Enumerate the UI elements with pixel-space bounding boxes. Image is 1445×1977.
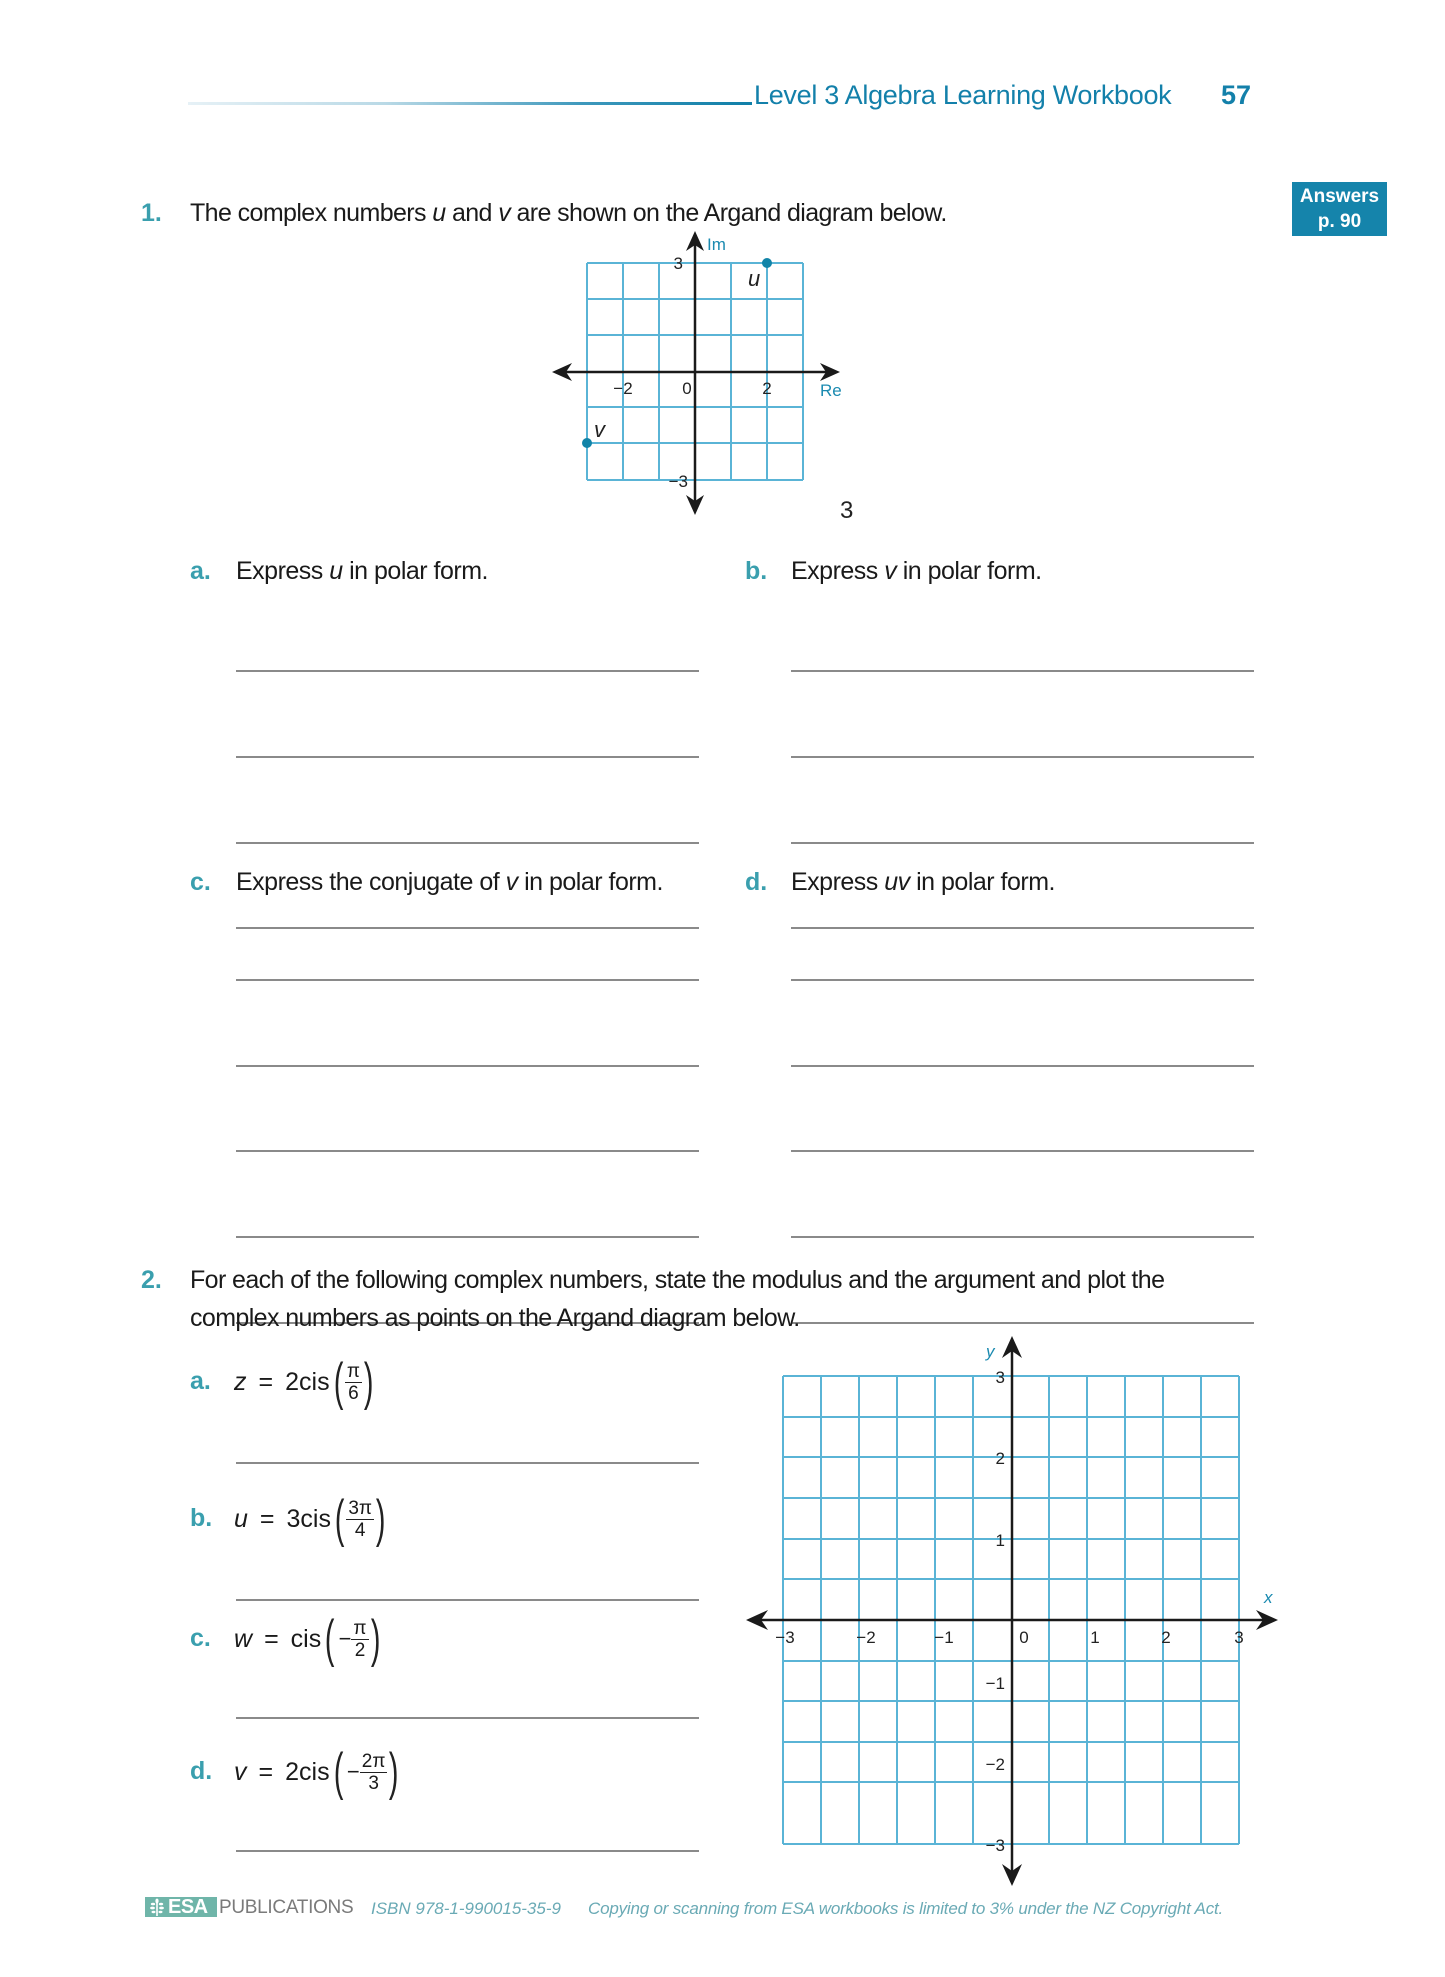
y-tick: 3 <box>995 1368 1005 1387</box>
answer-line-1a-2[interactable] <box>236 756 699 758</box>
q1-part-c-text <box>236 868 663 897</box>
text-part: Express <box>791 868 885 896</box>
y-tick: −1 <box>985 1674 1005 1693</box>
x-tick-2: 2 <box>762 379 772 398</box>
numerator: π <box>346 1360 361 1382</box>
text-part: Express <box>791 557 885 585</box>
x-tick: −2 <box>856 1628 876 1647</box>
numerator: π <box>353 1617 367 1639</box>
x-tick: 1 <box>1090 1628 1100 1647</box>
question-2-number: 2. <box>141 1266 162 1294</box>
question-2-text-line2: complex numbers as points on the Argand diagram below. <box>190 1304 800 1332</box>
text-part: in polar form. <box>909 868 1056 896</box>
answers-label: Answers <box>1299 186 1380 207</box>
right-paren: ) <box>363 1353 374 1411</box>
answer-line-1a-3[interactable] <box>236 842 699 844</box>
answer-line-1c-3[interactable] <box>236 1150 699 1152</box>
publisher-name: PUBLICATIONS <box>219 1897 354 1918</box>
equals: = <box>264 1624 279 1653</box>
x-tick: 0 <box>1019 1628 1029 1647</box>
header-rule <box>188 102 752 105</box>
equals: = <box>258 1367 274 1396</box>
coefficient: 2cis <box>285 1367 330 1396</box>
x-tick: 3 <box>1234 1628 1244 1647</box>
tree-icon <box>148 1898 166 1916</box>
q1-part-a-label: a. <box>190 557 211 585</box>
right-paren: ) <box>389 1743 399 1801</box>
q1-part-d-text <box>791 868 1055 897</box>
y-tick: 2 <box>995 1449 1005 1468</box>
var: v <box>884 557 897 585</box>
isbn: ISBN 978-1-990015-35-9 <box>371 1899 561 1918</box>
esa-logo <box>145 1897 217 1917</box>
q2-part-a-label: a. <box>190 1367 211 1395</box>
book-title: Level 3 Algebra Learning Workbook <box>754 80 1172 110</box>
left-paren: ( <box>325 1610 335 1668</box>
q2-part-a-expression <box>234 1352 377 1412</box>
y-tick: −2 <box>985 1755 1005 1774</box>
answer-line-2b[interactable] <box>236 1599 699 1601</box>
point-u-label: u <box>748 266 761 291</box>
coefficient: 2cis <box>285 1757 330 1786</box>
y-tick-neg3: −3 <box>668 472 688 491</box>
left-paren: ( <box>333 1743 344 1801</box>
var: u <box>234 1504 248 1533</box>
y-tick-3: 3 <box>673 254 683 273</box>
logo-text: ESA <box>168 1895 208 1918</box>
text-part: in polar form. <box>896 557 1042 585</box>
x-tick-neg2: −2 <box>613 379 633 398</box>
var: u <box>329 557 343 585</box>
x-tick: −3 <box>775 1628 795 1647</box>
answer-line-1b-1[interactable] <box>791 670 1254 672</box>
answer-line-1b-2[interactable] <box>791 756 1254 758</box>
answer-line-1c-4[interactable] <box>236 1236 699 1238</box>
x-tick: −1 <box>934 1628 954 1647</box>
negative-sign: − <box>346 1759 360 1784</box>
equals: = <box>258 1757 274 1786</box>
re-axis-label: Re <box>820 381 842 400</box>
q2-part-d-label: d. <box>190 1757 213 1785</box>
answer-line-2a[interactable] <box>236 1462 699 1464</box>
answer-line-1b-4[interactable] <box>791 927 1254 929</box>
denominator: 4 <box>354 1519 366 1541</box>
var: w <box>234 1624 253 1653</box>
answer-line-2c[interactable] <box>236 1717 699 1719</box>
answer-line-2d[interactable] <box>236 1850 699 1852</box>
y-tick: 1 <box>995 1531 1005 1550</box>
page-number: 57 <box>1221 80 1252 110</box>
y-tick: −3 <box>985 1836 1005 1855</box>
answer-line-1a-1[interactable] <box>236 670 699 672</box>
x-axis-label: x <box>1264 1588 1273 1607</box>
point-v <box>582 438 592 448</box>
var: v <box>234 1757 247 1786</box>
denominator: 2 <box>354 1639 366 1661</box>
diagram-2-axes <box>755 1345 1268 1875</box>
right-paren: ) <box>370 1610 380 1668</box>
q2-part-c-label: c. <box>190 1624 211 1652</box>
var: z <box>234 1367 247 1396</box>
diagram-1-axes <box>560 240 830 505</box>
q1-part-c-label: c. <box>190 868 211 896</box>
q1-text-part: are shown on the Argand diagram below. <box>510 199 947 227</box>
coefficient: 3cis <box>286 1504 331 1533</box>
answer-line-1c-2[interactable] <box>236 1065 699 1067</box>
answer-line-1a-4[interactable] <box>236 927 699 929</box>
fraction <box>360 1751 388 1794</box>
text-part: Express <box>236 557 330 585</box>
x-tick-labels <box>775 1628 1243 1647</box>
argand-diagram-2[interactable] <box>740 1325 1300 1895</box>
x-tick-0: 0 <box>682 379 692 398</box>
answer-line-1d-5[interactable] <box>791 1322 1254 1324</box>
left-paren: ( <box>334 1490 345 1548</box>
q2-part-b-label: b. <box>190 1504 213 1532</box>
copyright-notice: Copying or scanning from ESA workbooks is limited to 3% under the NZ Copyright Act. <box>588 1899 1224 1918</box>
fraction <box>345 1361 362 1404</box>
answer-line-1d-3[interactable] <box>791 1150 1254 1152</box>
answer-line-1c-1[interactable] <box>236 979 699 981</box>
answer-line-1b-3[interactable] <box>791 842 1254 844</box>
im-axis-label: Im <box>707 235 726 254</box>
argand-diagram-1 <box>540 225 880 530</box>
y-axis-label: y <box>986 1342 995 1361</box>
question-1-number: 1. <box>141 199 162 227</box>
answers-page: p. 90 <box>1317 211 1362 232</box>
denominator: 3 <box>368 1772 379 1794</box>
question-1-text <box>190 199 947 228</box>
numerator: 3π <box>348 1497 372 1519</box>
q1-part-b-text <box>791 557 1042 586</box>
stray-label-3: 3 <box>840 497 854 524</box>
question-2-text-line1: For each of the following complex numbers, state the modulus and the argument and plot the <box>190 1266 1165 1294</box>
q1-part-d-label: d. <box>745 868 768 896</box>
q1-part-a-text <box>236 557 488 586</box>
q1-var-u: u <box>432 199 446 227</box>
negative-sign: − <box>338 1626 352 1651</box>
coefficient: cis <box>290 1624 322 1653</box>
left-paren: ( <box>333 1353 344 1411</box>
q2-part-d-expression <box>234 1742 403 1802</box>
var: v <box>505 868 518 896</box>
x-tick: 2 <box>1161 1628 1171 1647</box>
fraction <box>351 1618 368 1661</box>
text-part: in polar form. <box>342 557 489 585</box>
numerator: 2π <box>361 1750 386 1772</box>
q1-var-v: v <box>498 199 511 227</box>
answer-line-1d-2[interactable] <box>791 1065 1254 1067</box>
fraction <box>346 1498 374 1541</box>
q2-part-b-expression <box>234 1489 389 1549</box>
text-part: Express the conjugate of <box>236 868 506 896</box>
q1-part-b-label: b. <box>745 557 768 585</box>
point-v-label: v <box>594 417 605 442</box>
right-paren: ) <box>375 1490 386 1548</box>
answer-line-1d-1[interactable] <box>791 979 1254 981</box>
var: uv <box>884 868 910 896</box>
q2-part-c-expression <box>234 1609 384 1669</box>
answer-line-1d-4[interactable] <box>791 1236 1254 1238</box>
q1-text-part: and <box>445 199 499 227</box>
answers-reference-tag[interactable] <box>1292 182 1387 236</box>
text-part: in polar form. <box>517 868 663 896</box>
point-u <box>762 258 772 268</box>
denominator: 6 <box>348 1382 359 1404</box>
equals: = <box>259 1504 275 1533</box>
q1-text-part: The complex numbers <box>190 199 433 227</box>
